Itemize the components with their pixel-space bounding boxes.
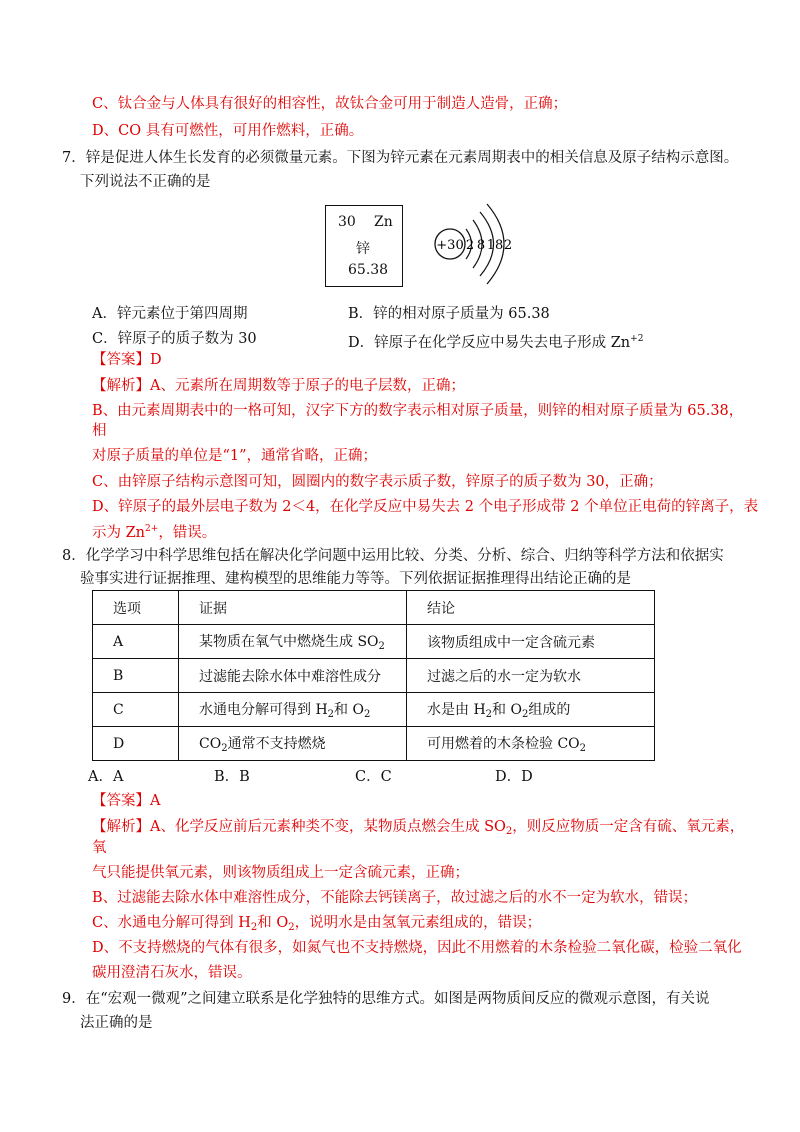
q8-choice-c: C．C — [355, 769, 392, 785]
table-row — [93, 727, 655, 761]
q8-analysis-line6: D、不支持燃烧的气体有很多，如氮气也不支持燃烧，因此不用燃着的木条检验二氧化碳，检验二氧化 — [92, 940, 742, 956]
conclusion-subscript: 2 — [521, 709, 529, 720]
evidence-conclusion-table — [92, 590, 655, 761]
q7-answer: 【答案】D — [92, 352, 162, 368]
row-evidence — [179, 693, 407, 727]
evidence-text: 水通电分解可得到 H — [199, 702, 328, 718]
row-conclusion: 过滤之后的水一定为软水 — [407, 659, 655, 693]
q7-option-d-text: D．锌原子在化学反应中易失去电子形成 Zn — [348, 335, 631, 351]
row-conclusion — [407, 727, 655, 761]
header-evidence: 证据 — [179, 591, 407, 625]
conclusion-text: 组成的 — [528, 702, 571, 718]
q8-analysis-text: C、水通电分解可得到 H — [92, 915, 251, 931]
evidence-subscript: 2 — [221, 743, 228, 754]
q8-analysis-line7: 碳用澄清石灰水，错误。 — [92, 965, 252, 981]
q8-choice-d: D．D — [495, 769, 533, 785]
q8-stem-line1: 8．化学学习中科学思维包括在解决化学问题中运用比较、分类、分析、综合、归纳等科学方法和依据实 — [62, 548, 724, 564]
q7-stem-line1: 7．锌是促进人体生长发育的必须微量元素。下图为锌元素在元素周期表中的相关信息及原子结构示意图。 — [62, 150, 739, 166]
row-option: C — [93, 693, 179, 727]
q8-choice-b: B．B — [214, 769, 250, 785]
evidence-text: CO — [199, 736, 222, 752]
atomic-number: 30 — [338, 214, 356, 230]
q7-analysis-line6: D、锌原子的最外层电子数为 2＜4，在化学反应中易失去 2 个电子形成带 2 个单位正电荷的锌离子，表 — [92, 499, 759, 515]
table-row — [93, 625, 655, 659]
conclusion-text: 水是由 H — [427, 702, 486, 718]
table-header-row — [93, 591, 655, 625]
row-option: A — [93, 625, 179, 659]
row-evidence — [179, 625, 407, 659]
zinc-atom-structure-diagram — [425, 198, 515, 294]
shell-2-electrons: 8 — [476, 238, 486, 253]
shell-1-electrons: 2 — [465, 238, 475, 253]
evidence-text: 某物质在氧气中燃烧生成 SO — [199, 634, 379, 650]
atomic-mass: 65.38 — [348, 262, 389, 278]
conclusion-subscript: 2 — [579, 743, 587, 754]
table-row — [93, 659, 655, 693]
q8-analysis-line3: 气只能提供氧元素，则该物质组成上一定含硫元素，正确； — [92, 865, 469, 881]
q8-analysis-line5 — [92, 913, 541, 938]
q8-stem-line2: 验事实进行证据推理、建构模型的思维能力等等。下列依据证据推理得出结论正确的是 — [80, 571, 631, 587]
row-evidence — [179, 727, 407, 761]
row-conclusion: 该物质组成中一定含硫元素 — [407, 625, 655, 659]
evidence-text: 通常不支持燃烧 — [227, 736, 326, 752]
q8-analysis-line4: B、过滤能去除水体中难溶性成分，不能除去钙镁离子，故过滤之后的水不一定为软水，错误； — [92, 890, 698, 906]
conclusion-text: 可用燃着的木条检验 CO — [427, 736, 580, 752]
q7-stem-line2: 下列说法不正确的是 — [80, 174, 211, 190]
q7-analysis-line4: 对原子质量的单位是“1”，通常省略，正确； — [92, 448, 378, 464]
q8-analysis-text: 和 O — [257, 915, 289, 931]
evidence-subscript: 2 — [327, 709, 335, 720]
conclusion-subscript: 2 — [485, 709, 493, 720]
q8-analysis-text: 【解析】A、化学反应前后元素种类不变，某物质点燃会生成 SO — [92, 819, 506, 835]
q7-option-b: B．锌的相对原子质量为 65.38 — [348, 306, 550, 322]
row-option: B — [93, 659, 179, 693]
row-conclusion — [407, 693, 655, 727]
header-conclusion: 结论 — [407, 591, 655, 625]
q8-analysis-line2: 氧 — [92, 840, 107, 856]
q8-analysis-subscript: 2 — [250, 922, 258, 933]
shell-3-electrons: 18 — [486, 238, 504, 253]
q7-option-d-charge: +2 — [630, 334, 644, 344]
q8-choice-a: A．A — [88, 769, 124, 785]
q7-analysis-line2: B、由元素周期表中的一格可知，汉字下方的数字表示相对原子质量，则锌的相对原子质量为 65.38， — [92, 403, 744, 419]
q7-analysis-line7 — [92, 519, 216, 543]
element-name: 锌 — [356, 241, 370, 257]
q6-option-d-explanation: D、CO 具有可燃性，可用作燃料，正确。 — [92, 123, 364, 139]
q7-analysis-line7-b: ，错误。 — [158, 525, 217, 541]
evidence-text: 和 O — [334, 702, 364, 718]
element-card-zinc — [325, 205, 403, 287]
evidence-subscript: 2 — [363, 709, 371, 720]
q9-stem-line2: 法正确的是 — [80, 1015, 153, 1031]
q8-answer: 【答案】A — [92, 793, 161, 809]
q7-analysis-line1: 【解析】A、元素所在周期数等于原子的电子层数，正确； — [92, 378, 465, 394]
q7-analysis-line7-a: 示为 Zn — [92, 525, 146, 541]
q7-analysis-line3: 相 — [92, 423, 107, 439]
q9-stem-line1: 9．在“宏观一微观”之间建立联系是化学独特的思维方式。如图是两物质间反应的微观示意图，有关说 — [62, 991, 710, 1007]
q8-analysis-subscript: 2 — [505, 826, 513, 837]
q8-analysis-line1 — [92, 817, 744, 842]
q7-analysis-line5: C、由锌原子结构示意图可知，圆圈内的数字表示质子数，锌原子的质子数为 30，正确； — [92, 474, 663, 490]
row-evidence: 过滤能去除水体中难溶性成分 — [179, 659, 407, 693]
header-option: 选项 — [93, 591, 179, 625]
q7-option-a: A．锌元素位于第四周期 — [92, 306, 248, 322]
q7-analysis-zn-charge: 2+ — [145, 524, 159, 534]
row-option: D — [93, 727, 179, 761]
q6-option-c-explanation: C、钛合金与人体具有很好的相容性，故钛合金可用于制造人造骨，正确； — [92, 96, 568, 112]
evidence-subscript: 2 — [378, 641, 385, 652]
q8-analysis-text: ，则反应物质一定含有硫、氧元素， — [512, 819, 745, 835]
q8-analysis-subscript: 2 — [288, 922, 295, 933]
q8-analysis-text: ，说明水是由氢氧元素组成的，错误； — [294, 915, 542, 931]
q7-option-c: C．锌原子的质子数为 30 — [92, 331, 257, 347]
conclusion-text: 和 O — [492, 702, 522, 718]
element-symbol: Zn — [374, 214, 393, 230]
shell-4-electrons: 2 — [503, 238, 513, 253]
nucleus-charge: +30 — [436, 238, 464, 253]
q7-option-d — [348, 329, 643, 353]
table-row — [93, 693, 655, 727]
